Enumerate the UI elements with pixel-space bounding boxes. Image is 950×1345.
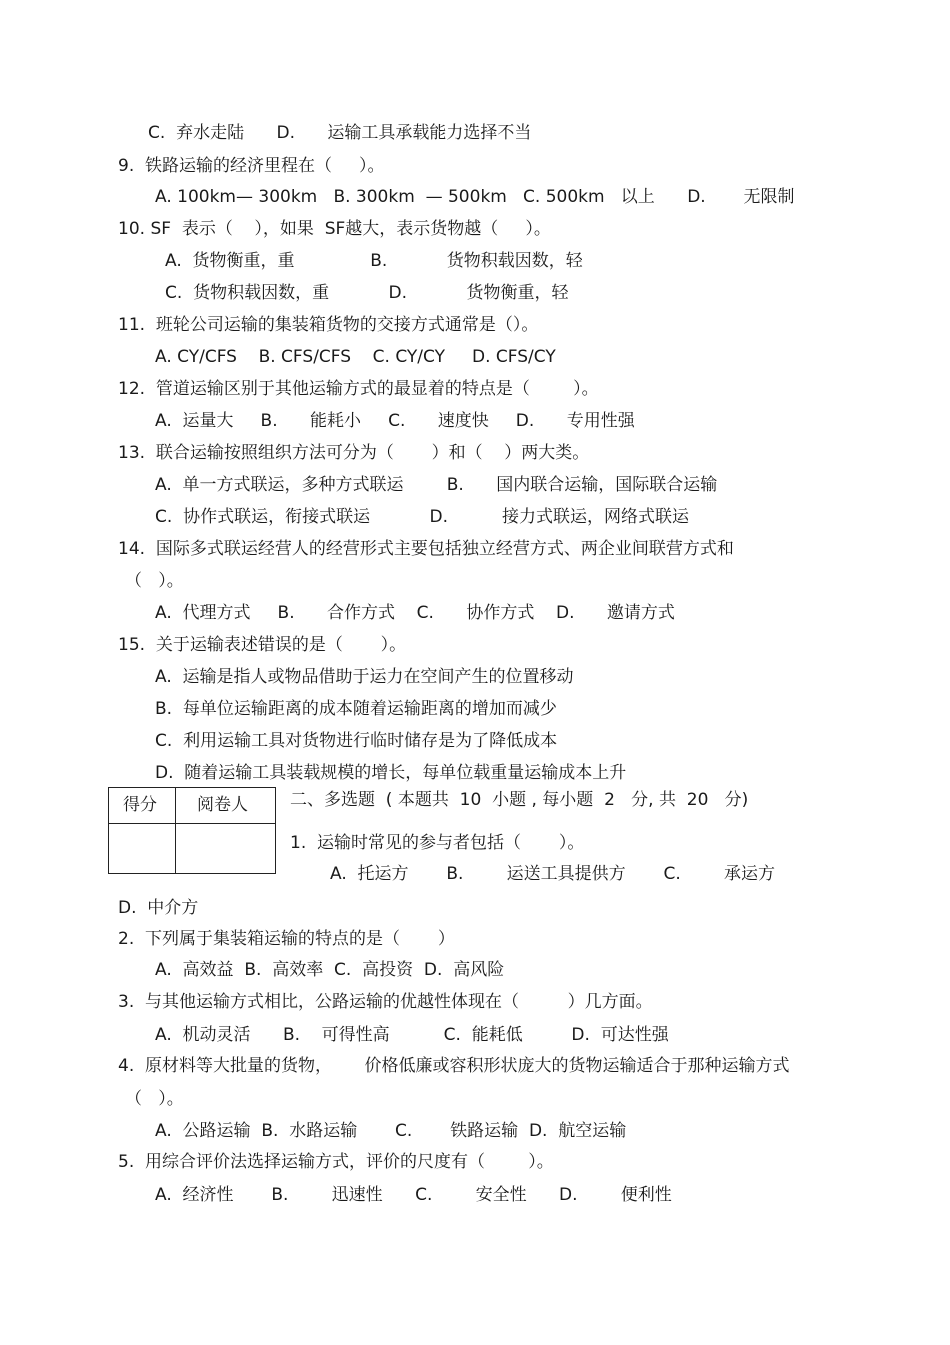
- table-column-divider: [175, 788, 176, 873]
- text-line: 2. 下列属于集装箱运输的特点的是（ ）: [118, 929, 455, 949]
- text-line: 14. 国际多式联运经营人的经营形式主要包括独立经营方式、两企业间联营方式和: [118, 539, 734, 559]
- text-line: 11. 班轮公司运输的集装箱货物的交接方式通常是（）。: [118, 315, 539, 335]
- text-line: 二、多选题 ( 本题共 10 小题 , 每小题 2 分, 共 20 分): [290, 790, 749, 810]
- text-line: D. 中介方: [118, 898, 199, 918]
- text-line: 5. 用综合评价法选择运输方式，评价的尺度有（ ）。: [118, 1152, 554, 1172]
- text-line: A. 机动灵活 B. 可得性高 C. 能耗低 D. 可达性强: [155, 1025, 669, 1045]
- text-line: （ ）。: [125, 1089, 184, 1109]
- grader-header: 阅卷人: [197, 795, 248, 815]
- score-header: 得分: [123, 795, 157, 815]
- text-line: D. 随着运输工具装载规模的增长，每单位载重量运输成本上升: [155, 763, 627, 783]
- text-line: 3. 与其他运输方式相比，公路运输的优越性体现在（ ）几方面。: [118, 992, 653, 1012]
- text-line: C. 货物积载因数，重 D. 货物衡重，轻: [165, 283, 569, 303]
- text-line: A. 100km— 300km B. 300km — 500km C. 500km 以上 D. 无限制: [155, 187, 795, 207]
- score-table: [108, 787, 276, 874]
- text-line: A. 运输是指人或物品借助于运力在空间产生的位置移动: [155, 667, 574, 687]
- text-line: 13. 联合运输按照组织方法可分为（ ）和（ ）两大类。: [118, 443, 590, 463]
- text-line: A. 经济性 B. 迅速性 C. 安全性 D. 便利性: [155, 1185, 672, 1205]
- text-line: A. 代理方式 B. 合作方式 C. 协作方式 D. 邀请方式: [155, 603, 675, 623]
- text-line: 4. 原材料等大批量的货物， 价格低廉或容积形状庞大的货物运输适合于那种运输方式: [118, 1056, 790, 1076]
- text-line: A. 运量大 B. 能耗小 C. 速度快 D. 专用性强: [155, 411, 635, 431]
- text-line: （ ）。: [125, 571, 184, 591]
- text-line: A. 单一方式联运，多种方式联运 B. 国内联合运输，国际联合运输: [155, 475, 718, 495]
- text-line: 12. 管道运输区别于其他运输方式的最显着的特点是（ ）。: [118, 379, 599, 399]
- text-line: C. 协作式联运，衔接式联运 D. 接力式联运，网络式联运: [155, 507, 690, 527]
- text-line: 15. 关于运输表述错误的是（ ）。: [118, 635, 407, 655]
- text-line: 10. SF 表示（ ），如果 SF越大，表示货物越（ ）。: [118, 219, 551, 239]
- table-row-divider: [109, 823, 275, 824]
- text-line: 1. 运输时常见的参与者包括（ ）。: [290, 833, 585, 853]
- text-line: A. 公路运输 B. 水路运输 C. 铁路运输 D. 航空运输: [155, 1121, 627, 1141]
- text-line: B. 每单位运输距离的成本随着运输距离的增加而减少: [155, 699, 557, 719]
- text-line: C. 利用运输工具对货物进行临时储存是为了降低成本: [155, 731, 558, 751]
- text-line: 9. 铁路运输的经济里程在（ ）。: [118, 156, 385, 176]
- text-line: A. 托运方 B. 运送工具提供方 C. 承运方: [330, 864, 775, 884]
- text-line: C. 弃水走陆 D. 运输工具承载能力选择不当: [148, 123, 532, 143]
- text-line: A. 货物衡重，重 B. 货物积载因数，轻: [165, 251, 583, 271]
- text-line: A. 高效益 B. 高效率 C. 高投资 D. 高风险: [155, 960, 505, 980]
- text-line: A. CY/CFS B. CFS/CFS C. CY/CY D. CFS/CY: [155, 347, 556, 367]
